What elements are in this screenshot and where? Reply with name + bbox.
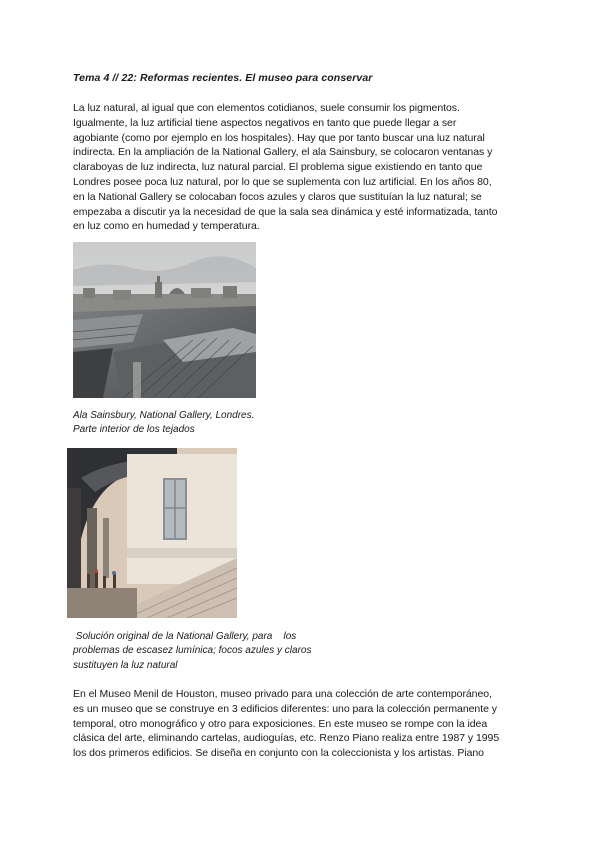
paragraph-line: En el Museo Menil de Houston, museo privado para una colección de arte contemporáneo,	[73, 688, 492, 700]
paragraph-line: temporal, otro monográfico y otro para exposiciones. En este museo se rompe con la idea	[73, 717, 488, 730]
national-gallery-interior-photo	[67, 448, 237, 618]
sainsbury-wing-roof-photo	[73, 242, 256, 398]
paragraph-line: claraboyas de luz indirecta, luz natural parcial. El problema sigue existiendo en tanto que	[73, 161, 483, 174]
paragraph-line: indirecta. En la ampliación de la National Gallery, el ala Sainsbury, se colocaron ventanas y	[73, 146, 493, 159]
caption-line: Ala Sainsbury, National Gallery, Londres.	[73, 410, 255, 421]
paragraph-line: es un museo que se construye en 3 edificios diferentes: uno para la colección permanente y	[73, 702, 497, 715]
caption-line: sustituyen la luz natural	[73, 659, 178, 671]
paragraph-1	[73, 101, 533, 234]
paragraph-line: agobiante (como por ejemplo en los hospitales). Hay que por tanto buscar una luz natural	[73, 131, 485, 144]
paragraph-2	[73, 687, 533, 761]
caption-line: problemas de escasez lumínica; focos azules y claros	[73, 645, 312, 657]
paragraph-line: empezaba a discutir ya la necesidad de que la sala sea dinámica y esté informatizada, tanto	[73, 205, 498, 218]
figure-1-caption	[73, 409, 293, 438]
figure-2-caption	[73, 630, 363, 673]
paragraph-line: los dos primeros edificios. Se diseña en conjunto con la coleccionista y los artistas. Piano	[73, 747, 484, 760]
paragraph-line: Igualmente, la luz artificial tiene aspectos negativos en tanto que puede llegar a ser	[73, 116, 457, 129]
caption-line: Parte interior de los tejados	[73, 424, 195, 436]
paragraph-line: clásica del arte, eliminando cartelas, audioguías, etc. Renzo Piano realiza entre 1987 y 1995	[73, 732, 500, 745]
paragraph-line: en la National Gallery se colocaban focos azules y claros que sustituían la luz natural; se	[73, 190, 482, 203]
paragraph-line: La luz natural, al igual que con elementos cotidianos, suele consumir los pigmentos.	[73, 102, 460, 114]
paragraph-line: en luz como en humedad y temperatura.	[73, 220, 260, 233]
paragraph-line: Londres posee poca luz natural, por lo que se suplementa con luz artificial. En los años 80,	[73, 175, 492, 188]
document-title: Tema 4 // 22: Reformas recientes. El museo para conservar	[73, 72, 373, 84]
caption-line: Solución original de la National Gallery, para los	[73, 631, 297, 642]
